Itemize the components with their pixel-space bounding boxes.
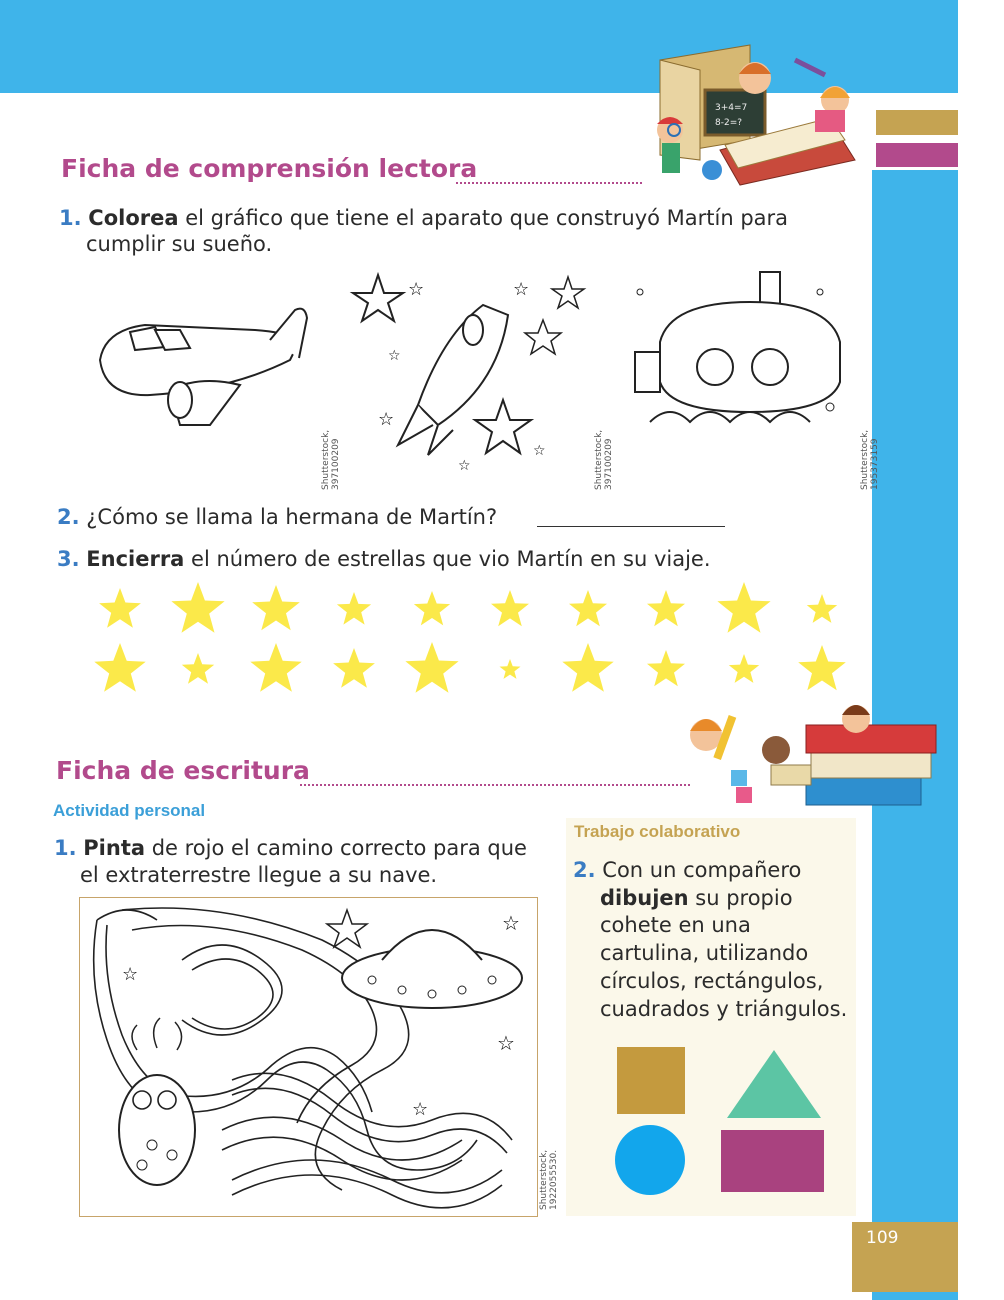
maze-credit: Shutterstock, 1922055530. bbox=[539, 1149, 559, 1210]
reading-question-1 bbox=[59, 205, 869, 232]
pink-accent-bar bbox=[876, 143, 958, 167]
question-text-line2: el extraterrestre llegue a su nave. bbox=[80, 863, 438, 887]
green-triangle-shape bbox=[725, 1048, 823, 1120]
star[interactable] bbox=[798, 645, 846, 690]
star[interactable] bbox=[250, 643, 301, 692]
question-verb: Encierra bbox=[86, 547, 185, 571]
collab-line2-rest: su propio bbox=[688, 886, 793, 910]
svg-text:☆: ☆ bbox=[378, 409, 395, 430]
reading-title-dots bbox=[456, 182, 642, 184]
star[interactable] bbox=[414, 591, 450, 625]
collab-line4: cartulina, utilizando bbox=[600, 941, 809, 965]
reading-question-2 bbox=[57, 504, 497, 531]
kids-books-illustration bbox=[676, 705, 942, 810]
star[interactable] bbox=[337, 592, 371, 625]
svg-text:☆: ☆ bbox=[502, 911, 520, 935]
submarine-credit: Shutterstock, 195373159 bbox=[860, 429, 880, 490]
collaborative-title: Trabajo colaborativo bbox=[574, 822, 741, 841]
svg-text:☆: ☆ bbox=[458, 458, 471, 474]
question-text: el número de estrellas que vio Martín en su viaje. bbox=[184, 547, 711, 571]
star[interactable] bbox=[99, 588, 141, 628]
collab-verb: dibujen bbox=[600, 886, 689, 910]
writing-section-title: Ficha de escritura bbox=[56, 756, 310, 785]
writing-title-dots bbox=[300, 784, 690, 786]
star[interactable] bbox=[171, 582, 224, 633]
question-number: 2. bbox=[573, 858, 596, 882]
star[interactable] bbox=[807, 594, 837, 623]
svg-text:☆: ☆ bbox=[412, 1099, 429, 1120]
writing-question-1 bbox=[54, 835, 527, 862]
airplane-drawing[interactable] bbox=[90, 300, 322, 430]
question-verb: Colorea bbox=[88, 206, 179, 230]
question-verb: Pinta bbox=[83, 836, 146, 860]
submarine-drawing[interactable] bbox=[620, 262, 845, 477]
question-number: 2. bbox=[57, 505, 80, 529]
collab-line2 bbox=[600, 884, 793, 912]
collab-line6: cuadrados y triángulos. bbox=[600, 997, 848, 1021]
star[interactable] bbox=[717, 582, 770, 633]
svg-text:8-2=?: 8-2=? bbox=[715, 118, 743, 128]
star[interactable] bbox=[569, 590, 607, 626]
svg-text:☆: ☆ bbox=[122, 964, 139, 985]
reading-question-3 bbox=[57, 546, 711, 573]
kids-reading-illustration bbox=[630, 40, 862, 190]
collaborative-question bbox=[573, 856, 853, 884]
question-text-line1: de rojo el camino correcto para que bbox=[145, 836, 527, 860]
star[interactable] bbox=[647, 650, 685, 686]
star[interactable] bbox=[405, 642, 458, 693]
star[interactable] bbox=[252, 585, 300, 630]
rocket-drawing[interactable] bbox=[348, 265, 588, 475]
question-text-line2: cumplir su sueño. bbox=[86, 232, 273, 256]
svg-text:3+4=7: 3+4=7 bbox=[715, 103, 748, 113]
question-number: 1. bbox=[54, 836, 77, 860]
personal-activity-label: Actividad personal bbox=[53, 801, 206, 820]
collab-line5: círculos, rectángulos, bbox=[600, 969, 824, 993]
svg-text:☆: ☆ bbox=[388, 348, 401, 364]
answer-line[interactable] bbox=[537, 526, 725, 527]
question-number: 1. bbox=[59, 206, 82, 230]
collab-line1: Con un compañero bbox=[602, 858, 802, 882]
star[interactable] bbox=[647, 590, 685, 626]
star[interactable] bbox=[333, 648, 375, 688]
gold-accent-bar bbox=[876, 110, 958, 135]
star[interactable] bbox=[729, 654, 759, 683]
svg-text:☆: ☆ bbox=[408, 279, 425, 300]
airplane-credit: Shutterstock, 397100209 bbox=[321, 429, 341, 490]
magenta-rectangle-shape bbox=[721, 1130, 824, 1192]
star[interactable] bbox=[491, 590, 529, 626]
star[interactable] bbox=[500, 659, 521, 679]
svg-text:☆: ☆ bbox=[533, 443, 546, 459]
rocket-credit: Shutterstock, 397100209 bbox=[594, 429, 614, 490]
question-text: ¿Cómo se llama la hermana de Martín? bbox=[86, 505, 498, 529]
star[interactable] bbox=[94, 643, 145, 692]
question-number: 3. bbox=[57, 547, 80, 571]
gold-square-shape bbox=[617, 1047, 685, 1114]
maze-drawing[interactable] bbox=[82, 900, 534, 1212]
svg-text:☆: ☆ bbox=[497, 1031, 515, 1055]
collab-line3: cohete en una bbox=[600, 913, 751, 937]
stars-grid bbox=[80, 582, 860, 702]
star[interactable] bbox=[182, 653, 214, 684]
page-number: 109 bbox=[866, 1228, 899, 1248]
star[interactable] bbox=[562, 643, 613, 692]
svg-text:☆: ☆ bbox=[513, 279, 530, 300]
question-text-line1: el gráfico que tiene el aparato que construyó Martín para bbox=[178, 206, 789, 230]
reading-section-title: Ficha de comprensión lectora bbox=[61, 154, 478, 183]
blue-circle-shape bbox=[615, 1125, 685, 1195]
